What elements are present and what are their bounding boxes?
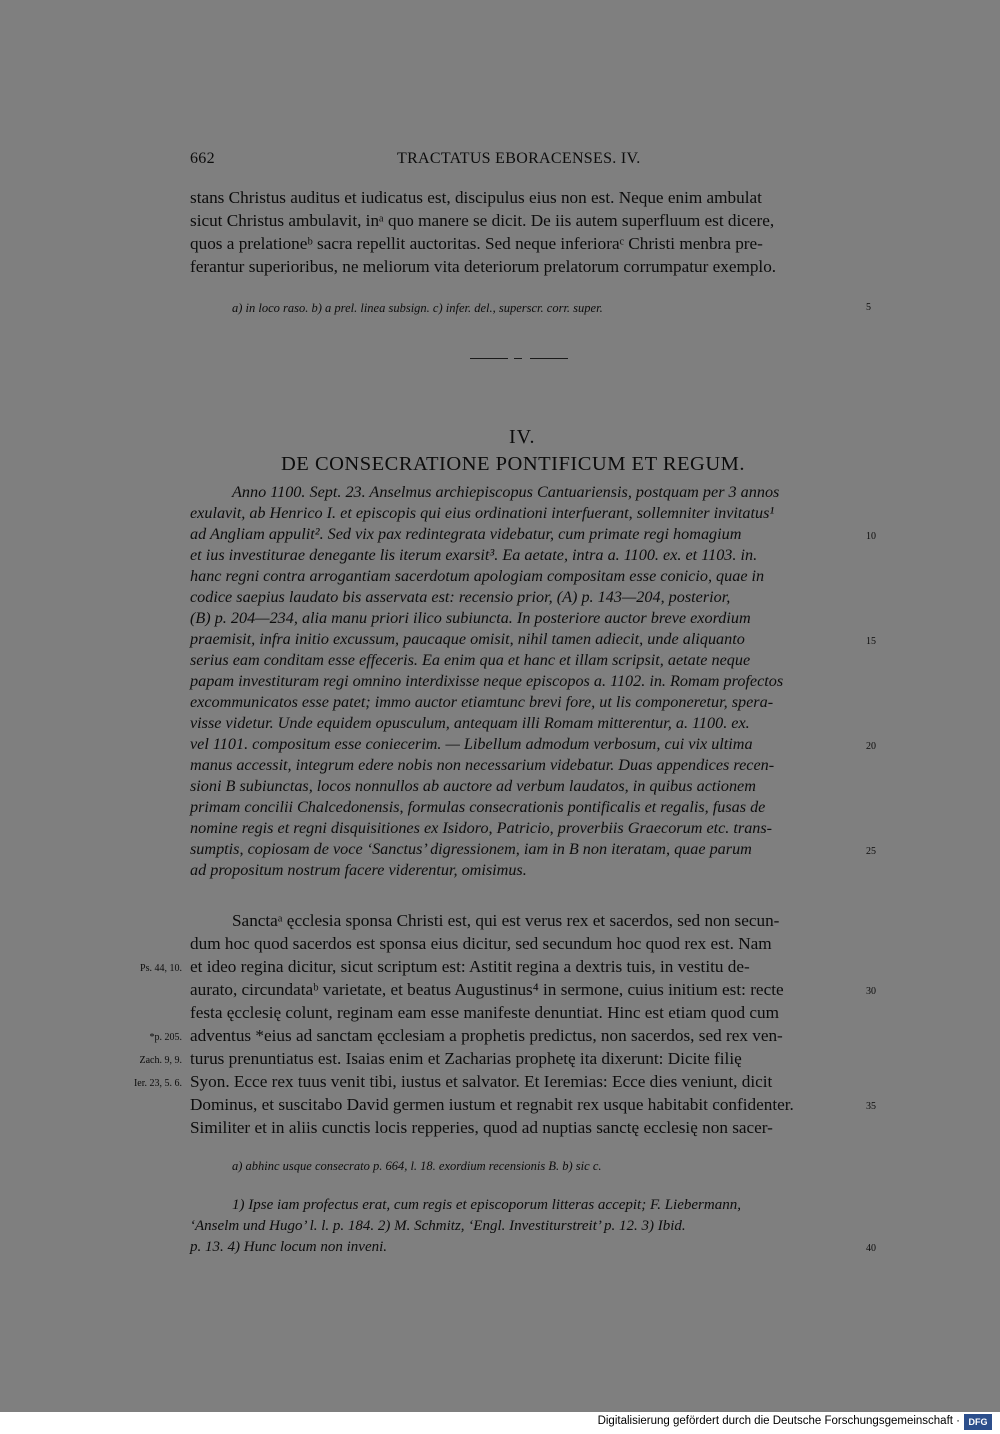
margin-line-number: 35 xyxy=(866,1101,876,1112)
main-text-line: aurato, circundataᵇ varietate, et beatus Augustinus⁴ in sermone, cuius initium est: recte xyxy=(190,980,784,999)
main-text-line: adventus *eius ad sanctam ęcclesiam a prophetis predictus, non sacerdos, sed rex ven- xyxy=(190,1026,783,1045)
margin-bible-reference: Zach. 9, 9. xyxy=(139,1055,182,1066)
intro-line: ad propositum nostrum facere viderentur, omisimus. xyxy=(190,861,527,879)
intro-line: Anno 1100. Sept. 23. Anselmus archiepiscopus Cantuariensis, postquam per 3 annos xyxy=(232,483,780,501)
main-text-line: Sanctaᵃ ęcclesia sponsa Christi est, qui est verus rex et sacerdos, sed non secun- xyxy=(232,911,780,930)
margin-bible-reference: Ps. 44, 10. xyxy=(140,963,182,974)
running-title: TRACTATUS EBORACENSES. IV. xyxy=(397,150,641,167)
intro-line: exulavit, ab Henrico I. et episcopis qui eius ordinationi interfuerant, sollemniter invitatus¹ xyxy=(190,504,775,522)
top-text-line: quos a prelationeᵇ sacra repellit auctoritas. Sed neque inferioraᶜ Christi menbra pre- xyxy=(190,234,763,253)
footnote-line: p. 13. 4) Hunc locum non inveni. xyxy=(190,1239,388,1255)
separator-rule-left xyxy=(470,358,508,359)
main-text-line: et ideo regina dicitur, sicut scriptum est: Astitit regina a dextris tuis, in vestitu de- xyxy=(190,957,750,976)
top-critical-notes: a) in loco raso. b) a prel. linea subsign. c) infer. del., superscr. corr. super. xyxy=(232,301,603,315)
margin-line-number: 30 xyxy=(866,986,876,997)
margin-line-number: 10 xyxy=(866,531,876,542)
main-text-line: Similiter et in aliis cunctis locis repperies, quod ad nuptias sanctę ecclesię non sacer- xyxy=(190,1118,773,1137)
intro-line: et ius investiturae denegante lis iterum exarsit³. Ea aetate, intra a. 1100. ex. et 1103. in. xyxy=(190,546,758,564)
intro-line: sumptis, copiosam de voce ‘Sanctus’ digressionem, iam in B non iteratam, quae parum xyxy=(190,840,752,858)
intro-line: excommunicatos esse patet; immo auctor etiamtunc brevi fore, ut lis componeretur, spera- xyxy=(190,693,774,711)
intro-line: ad Angliam appulit². Sed vix pax redintegrata videbatur, cum primate regi homagium xyxy=(190,525,742,543)
main-text-line: Syon. Ecce rex tuus venit tibi, iustus et salvator. Et Ieremias: Ecce dies veniunt, dicit xyxy=(190,1072,773,1091)
margin-line-number: 25 xyxy=(866,846,876,857)
intro-line: (B) p. 204—234, alia manu priori ilico subiuncta. In posteriore auctor breve exordium xyxy=(190,609,751,627)
separator-rule-right xyxy=(530,358,568,359)
intro-line: vel 1101. compositum esse coniecerim. — Libellum admodum verbosum, cui vix ultima xyxy=(190,735,753,753)
main-text-line: Dominus, et suscitabo David germen iustum et regnabit rex usque habitabit confidenter. xyxy=(190,1095,794,1114)
intro-line: nomine regis et regni disquisitiones ex Isidoro, Patricio, proverbiis Graecorum etc. trans- xyxy=(190,819,773,837)
margin-page-reference: *p. 205. xyxy=(149,1032,182,1043)
margin-line-number: 40 xyxy=(866,1243,876,1254)
margin-bible-reference: Ier. 23, 5. 6. xyxy=(133,1078,182,1089)
main-text-line: turus prenuntiatus est. Isaias enim et Zacharias prophetę ita dixerunt: Dicite filię xyxy=(190,1049,742,1068)
top-text-line: stans Christus auditus et iudicatus est, discipulus eius non est. Neque enim ambulat xyxy=(190,188,762,207)
section-number: IV. xyxy=(509,426,536,448)
main-critical-notes: a) abhinc usque consecrato p. 664, l. 18. exordium recensionis B. b) sic c. xyxy=(232,1159,602,1173)
footnote-line: 1) Ipse iam profectus erat, cum regis et episcoporum litteras accepit; F. Liebermann, xyxy=(232,1197,741,1213)
intro-line: sioni B subiunctas, locos nonnullos ab auctore ad verbum laudatos, in quibus actionem xyxy=(190,777,756,795)
margin-line-number: 15 xyxy=(866,636,876,647)
dfg-logo: DFG xyxy=(964,1414,992,1430)
footnote-line: ‘Anselm und Hugo’ l. l. p. 184. 2) M. Schmitz, ‘Engl. Investiturstreit’ p. 12. 3) Ibid. xyxy=(190,1218,686,1234)
margin-line-number: 20 xyxy=(866,741,876,752)
intro-line: praemisit, infra initio excussum, paucaque omisit, nihil tamen adiecit, unde aliquanto xyxy=(190,630,745,648)
top-text-line: sicut Christus ambulavit, inᵃ quo manere se dicit. De iis autem superfluum est dicere, xyxy=(190,211,775,230)
page-number: 662 xyxy=(190,150,215,167)
intro-line: hanc regni contra arrogantiam sacerdotum apologiam compositam esse conicio, quae in xyxy=(190,567,765,585)
section-title: DE CONSECRATIONE PONTIFICUM ET REGUM. xyxy=(281,453,746,475)
intro-line: primam concilii Chalcedonensis, formulas consecrationis pontificalis et regalis, fusas de xyxy=(190,798,766,816)
intro-line: manus accessit, integrum edere nobis non necessarium videbatur. Duas appendices recen- xyxy=(190,756,775,774)
intro-line: codice saepius laudato bis asservata est: recensio prior, (A) p. 143—204, posterior, xyxy=(190,588,731,606)
main-text-line: festa ęcclesię colunt, reginam eam esse manifeste denuntiat. Hinc est etiam quod cum xyxy=(190,1003,779,1022)
dfg-credit-text: Digitalisierung gefördert durch die Deutsche Forschungsgemeinschaft · xyxy=(597,1415,960,1427)
intro-line: papam investituram regi omnino interdixisse neque episcopos a. 1102. in. Romam profectos xyxy=(190,672,784,690)
margin-line-number: 5 xyxy=(866,302,871,313)
main-text-line: dum hoc quod sacerdos est sponsa eius dicitur, sed secundum hoc quod rex est. Nam xyxy=(190,934,772,953)
separator-rule-mid xyxy=(514,358,522,359)
intro-line: serius eam conditam esse effeceris. Ea enim qua et hanc et illam scripsit, aetate neque xyxy=(190,651,751,669)
intro-line: visse videtur. Unde equidem opusculum, antequam illi Romam mitterentur, a. 1100. ex. xyxy=(190,714,750,732)
top-text-line: ferantur superioribus, ne meliorum vita deteriorum prelatorum corrumpatur exemplo. xyxy=(190,257,777,276)
